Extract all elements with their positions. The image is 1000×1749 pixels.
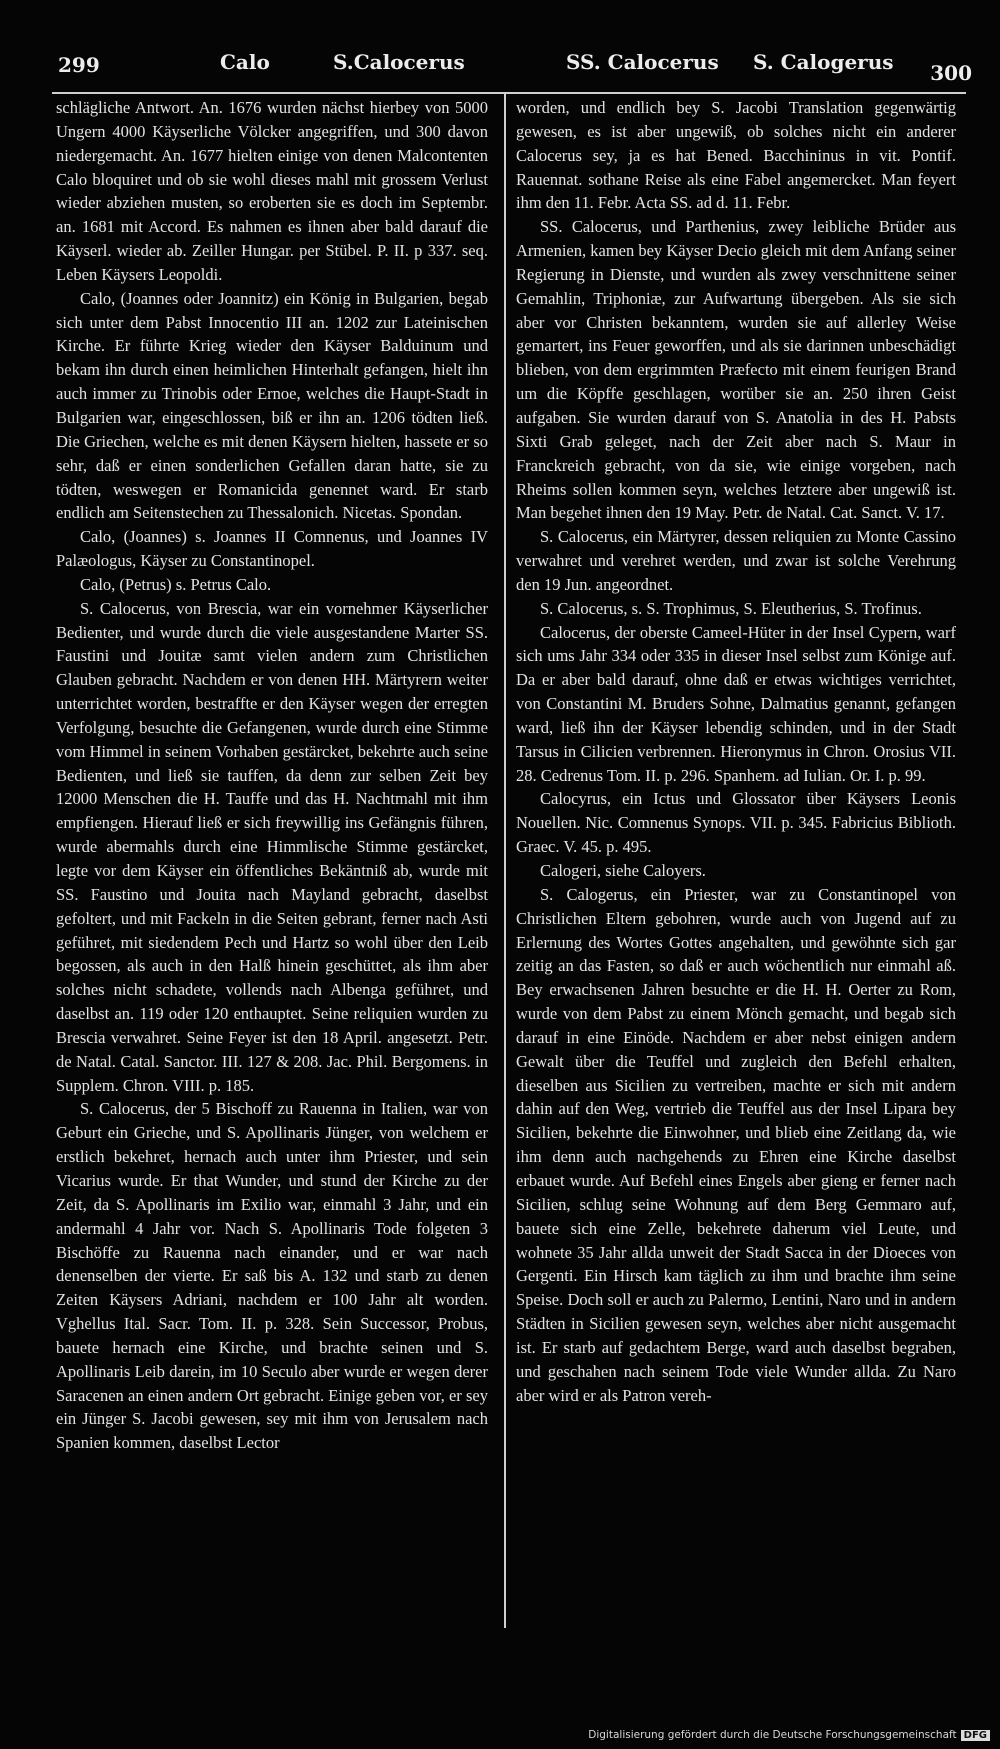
- paragraph: schlägliche Antwort. An. 1676 wurden nächst hierbey von 5000 Ungern 4000 Käyserliche Völcker angegriffen, und 300 davon niedergemacht. An. 1677 hielten einige von denen Malcontenten Calo bloquiret und ob sie wohl dieses mahl mit grossem Verlust wieder abziehen musten, so eroberten sie es doch im Septembr. an. 1681 mit Accord. Es nahmen es ihnen aber bald darauf die Käyserl. wieder ab. Zeiller Hungar. per Stübel. P. II. p 337. seq. Leben Käysers Leopoldi.: [56, 98, 488, 284]
- running-head-4: S. Calogerus: [753, 50, 894, 74]
- page-number-right: 300: [930, 61, 972, 85]
- paragraph: Calocerus, der oberste Cameel-Hüter in der Insel Cypern, warf sich ums Jahr 334 oder 335 in dieser Insel selbst zum Könige auf. Da er aber bald darauf, ohne daß er etwas wichtiges verrichtet, von Constantini M. Bruders Sohne, Dalmatius genannt, gefangen ward, ließ ihn der Käyser lebendig schinden, und in der Stadt Tarsus in Cilicien verbrennen. Hieronymus in Chron. Orosius VII. 28. Cedrenus Tom. II. p. 296. Spanhem. ad Iulian. Or. I. p. 99.: [516, 622, 956, 785]
- paragraph: Calo, (Petrus) s. Petrus Calo.: [80, 574, 272, 594]
- running-head-3: SS. Calocerus: [566, 50, 719, 74]
- page-number-left: 299: [58, 53, 100, 77]
- paragraph: S. Calocerus, von Brescia, war ein vornehmer Käyserlicher Bedienter, und wurde durch die viele ausgestandene Marter SS. Faustini und Jouitæ samt vielen andern zum Christlichen Glauben gebracht. Nachdem er von denen HH. Märtyrern weiter unterrichtet worden, bestraffte er den Käyser wegen der erregten Verfolgung, besuchte die Gefangenen, wurde durch eine Stimme vom Himmel in seinem Vorhaben gestärcket, bekehrte auch seine Bedienten, und ließ sie tauffen, da denn zur selben Zeit bey 12000 Menschen die H. Tauffe und das H. Nachtmahl mit ihm empfiengen. Hierauf ließ er sich freywillig ins Gefängnis führen, wurde abermahls durch eine Himmlische Stimme gestärcket, legte vor dem Käyser ein öffentliches Bekäntniß ab, wurde mit SS. Faustino und Jouita nach Mayland gebracht, daselbst gefoltert, und mit Fackeln in die Seiten gebrant, ferner nach Asti geführet, mit siedendem Pech und Hartz so wohl über den Leib begossen, als auch in den Halß hinein geschüttet, als ihm aber solches nicht schadete, vollends nach Albenga geführet, und daselbst an. 119 oder 120 enthauptet. Seine reliquien wurden zu Brescia verwahret. Seine Feyer ist den 18 April. angesetzt. Petr. de Natal. Catal. Sanctor. III. 127 & 208. Jac. Phil. Bergomens. in Supplem. Chron. VIII. p. 185.: [56, 598, 488, 1095]
- credit-text: Digitalisierung gefördert durch die Deutsche Forschungsgemeinschaft: [588, 1729, 957, 1741]
- paragraph: worden, und endlich bey S. Jacobi Translation gegenwärtig gewesen, es ist aber ungewiß, ob solches nicht ein anderer Calocerus sey, ja es hat Bened. Bacchininus in vit. Pontif. Rauennat. sothane Reise als eine Fabel angemercket. Man feyert ihm den 11. Febr. Acta SS. ad d. 11. Febr.: [516, 98, 956, 213]
- paragraph: Calocyrus, ein Ictus und Glossator über Käysers Leonis Nouellen. Nic. Comnenus Synops. VII. p. 345. Fabricius Biblioth. Graec. V. 45. p. 495.: [516, 789, 956, 857]
- column-divider: [504, 94, 506, 1628]
- dfg-logo: DFG: [961, 1730, 990, 1741]
- paragraph: Calo, (Joannes oder Joannitz) ein König in Bulgarien, begab sich unter dem Pabst Innocentio III an. 1202 zur Lateinischen Kirche. Er führte Krieg wieder den Käyser Balduinum und bekam ihn durch einen heimlichen Hinterhalt gefangen, hielt ihn auch immer zu Trinobis oder Ernoe, welches die Haupt-Stadt in Bulgarien war, eingeschlossen, biß er ihn an. 1206 tödten ließ. Die Griechen, welche es mit denen Käysern hielten, hassete er so sehr, daß er einen sonderlichen Gefallen daran hatte, sie zu tödten, weswegen er Romanicida genennet ward. Er starb endlich am Seitenstechen zu Thessalonich. Nicetas. Spondan.: [56, 288, 488, 523]
- paragraph: S. Calocerus, s. S. Trophimus, S. Eleutherius, S. Trofinus.: [540, 598, 922, 618]
- left-column: [56, 96, 488, 1628]
- page-header: [58, 48, 972, 88]
- paragraph: SS. Calocerus, und Parthenius, zwey leibliche Brüder aus Armenien, kamen bey Käyser Decio gleich mit dem Anfang seiner Regierung in Dienste, und wurden als zwey verschnittene seiner Gemahlin, Triphoniæ, zur Aufwartung übergeben. Als sie sich aber vor Christen bekanntem, wurden sie auf allerley Weise gemartert, ins Feuer geworffen, und als sie darinnen unbeschädigt blieben, von dem ergrimmten Præfecto mit einem feurigen Brand um die Köpffe geschlagen, worüber sie an. 250 ihren Geist aufgaben. Sie wurden darauf von S. Anatolia in des H. Pabsts Sixti Grab geleget, nach der Zeit aber nach S. Maur in Franckreich gebracht, von da sie, wie einige vorgeben, nach Rheims sollen kommen seyn, welches letztere aber ungewiß ist. Man begehet ihnen den 19 May. Petr. de Natal. Cat. Sanct. V. 17.: [516, 217, 956, 523]
- paragraph: S. Calogerus, ein Priester, war zu Constantinopel von Christlichen Eltern gebohren, wurde auch von Jugend auf zu Erlernung des Wortes Gottes angehalten, und gewöhnte sich gar zeitig an das Fasten, so daß er auch wöchentlich nur einmahl aß. Bey erwachsenen Jahren besuchte er die H. H. Oerter zu Rom, wurde von dem Pabst zu einem Mönch gemacht, und begab sich darauf in eine Einöde. Nachdem er aber nebst einigen andern Gewalt über die Teuffel und zugleich den Befehl erhalten, dieselben aus Sicilien zu vertreiben, machte er sich mit andern dahin auf den Weg, vertrieb die Teuffel aus der Insel Lipara bey Sicilien, bekehrte die Einwohner, und blieb eine Zeitlang da, wie ihm denn auch nachgehends zu Ehren eine Kirche daselbst erbauet wurde. Auf Befehl eines Engels aber gieng er ferner nach Sicilien, schlug seine Wohnung auf dem Berg Gemmaro auf, bauete sich eine Zelle, bekehrete daherum viel Leute, und wohnete 35 Jahr allda unweit der Stadt Sacca in der Dioeces von Gergenti. Ein Hirsch kam täglich zu ihm und brachte ihm seine Speise. Doch soll er auch zu Palermo, Lentini, Naro und in andern Städten in Sicilien gewesen seyn, welches aber nicht ausgemacht ist. Er starb auf gedachtem Berge, ward auch daselbst begraben, und geschahen nach seinem Tode viele Wunder allda. Zu Naro aber wird er als Patron vereh-: [516, 884, 956, 1405]
- paragraph: Calogeri, siehe Caloyers.: [540, 861, 706, 880]
- digitization-credit: [588, 1729, 990, 1741]
- paragraph: S. Calocerus, ein Märtyrer, dessen reliquien zu Monte Cassino verwahret und verehret werden, und zwar ist solche Verehrung den 19 Jun. angeordnet.: [516, 527, 956, 594]
- header-rule: [52, 92, 966, 94]
- paragraph: Calo, (Joannes) s. Joannes II Comnenus, und Joannes IV Palæologus, Käyser zu Constantinopel.: [56, 527, 488, 571]
- running-head-2: S.Calocerus: [333, 50, 465, 74]
- right-column: [516, 96, 956, 1628]
- running-head-1: Calo: [220, 50, 270, 74]
- paragraph: S. Calocerus, der 5 Bischoff zu Rauenna in Italien, war von Geburt ein Grieche, und S. Apollinaris Jünger, von welchem er erstlich bekehret, hernach auch unter ihm Priester, und sein Vicarius wurde. Er that Wunder, und stund der Kirche zu der Zeit, da S. Apollinaris im Exilio war, einmahl 3 Jahr, und ein andermahl 4 Jahr vor. Nach S. Apollinaris Tode folgeten 3 Bischöffe zu Rauenna nach einander, und er war nach denenselben der vierte. Er saß bis A. 132 und starb zu denen Zeiten Käysers Adriani, nachdem er 100 Jahr alt worden. Vghellus Ital. Sacr. Tom. II. p. 328. Sein Successor, Probus, bauete hernach eine Kirche, und brachte seinen und S. Apollinaris Leib darein, im 10 Seculo aber wurde er wegen derer Saracenen an einen andern Ort gebracht. Einige geben vor, er sey ein Jünger S. Jacobi gewesen, sey mit ihm von Jerusalem nach Spanien kommen, daselbst Lector: [56, 1099, 488, 1453]
